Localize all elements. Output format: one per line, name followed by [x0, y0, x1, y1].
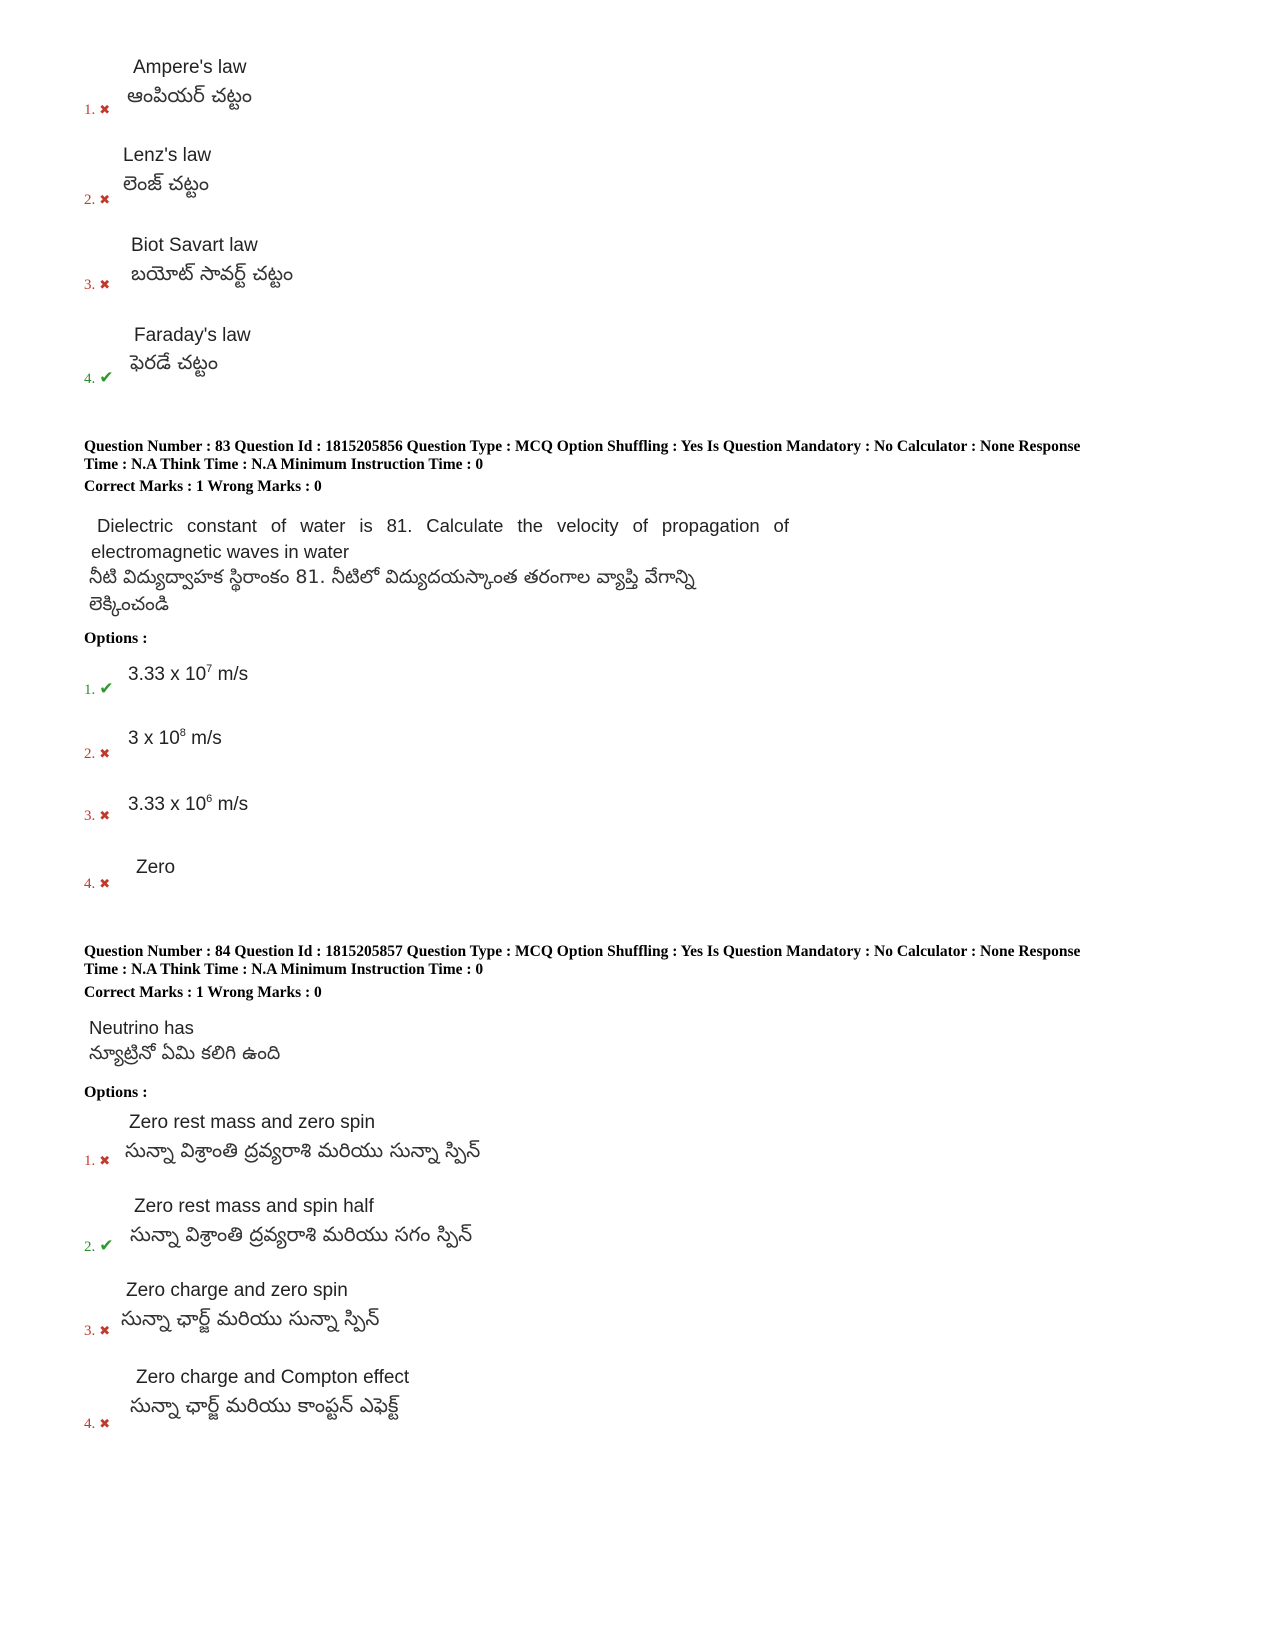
option-number: 1. ✖ — [84, 102, 111, 118]
question-meta — [84, 943, 1194, 979]
option-text-en: Lenz's law — [123, 145, 212, 166]
options-label: Options : — [84, 1084, 148, 1101]
question-text-te-line1: నీటి విద్యుద్వాహక స్థిరాంకం 81. నీటిలో విద్యుదయస్కాంత తరంగాల వ్యాప్తి వేగాన్ని — [89, 566, 695, 588]
option-text: 3 x $10^8$ m/s — [128, 727, 222, 749]
option-text: Zero — [136, 857, 176, 878]
option-text-en: Zero rest mass and spin half — [134, 1196, 374, 1217]
option-text-en: Biot Savart law — [131, 235, 258, 256]
wrong-mark-icon: ✖ — [99, 1153, 111, 1168]
option-number: 4. ✔ — [84, 368, 114, 387]
question-text-en-line2: electromagnetic waves in water — [91, 541, 350, 562]
question-text-te: న్యూట్రినో ఏమి కలిగి ఉంది — [89, 1042, 281, 1064]
option-text-en: Faraday's law — [134, 325, 251, 346]
option-text-te: ఆంపియర్ చట్టం — [127, 83, 253, 107]
check-mark-icon: ✔ — [99, 679, 114, 698]
wrong-mark-icon: ✖ — [99, 192, 111, 207]
wrong-mark-icon: ✖ — [99, 746, 111, 761]
option-number: 2. ✖ — [84, 746, 111, 762]
question-text-en: Neutrino has — [89, 1017, 194, 1038]
option-text-te: బయోట్ సావర్ట్ చట్టం — [131, 261, 294, 285]
question-meta — [84, 438, 1194, 474]
option-number: 4. ✖ — [84, 876, 111, 892]
option-text-te: ఫెరడే చట్టం — [130, 350, 219, 374]
option-text-te: సున్నా విశ్రాంతి ద్రవ్యరాశి మరియు సున్నా స్పిన్ — [125, 1138, 481, 1162]
check-mark-icon: ✔ — [99, 368, 114, 387]
option-text-te: లెంజ్ చట్టం — [123, 171, 210, 195]
question-text-en-line1: Dielectric constant of water is 81. Calculate the velocity of propagation of — [97, 515, 789, 536]
option-number: 2. ✔ — [84, 1236, 114, 1255]
option-text: 3.33 x $10^7$ m/s — [128, 663, 249, 685]
wrong-mark-icon: ✖ — [99, 876, 111, 891]
wrong-mark-icon: ✖ — [99, 102, 111, 117]
question-marks: Correct Marks : 1 Wrong Marks : 0 — [84, 984, 322, 1001]
meta-line-2: Time : N.A Think Time : N.A Minimum Instruction Time : 0 — [84, 961, 484, 978]
meta-line-1: Question Number : 83 Question Id : 1815205856 Question Type : MCQ Option Shuffling : Yes Is Question Mandatory : No Calculator : None Response — [84, 438, 1081, 455]
option-number: 1. ✔ — [84, 679, 114, 698]
option-number: 1. ✖ — [84, 1153, 111, 1169]
wrong-mark-icon: ✖ — [99, 1323, 111, 1338]
option-number: 3. ✖ — [84, 277, 111, 293]
meta-line-1: Question Number : 84 Question Id : 1815205857 Question Type : MCQ Option Shuffling : Yes Is Question Mandatory : No Calculator : None Response — [84, 943, 1081, 960]
question-marks: Correct Marks : 1 Wrong Marks : 0 — [84, 478, 322, 495]
option-text-te: సున్నా ఛార్జ్ మరియు సున్నా స్పిన్ — [121, 1306, 380, 1330]
option-text-en: Zero charge and zero spin — [126, 1280, 348, 1301]
wrong-mark-icon: ✖ — [99, 1416, 111, 1431]
wrong-mark-icon: ✖ — [99, 808, 111, 823]
option-number: 3. ✖ — [84, 1323, 111, 1339]
option-text-en: Ampere's law — [133, 57, 247, 78]
option-number: 3. ✖ — [84, 808, 111, 824]
option-number: 2. ✖ — [84, 192, 111, 208]
question-text-te-line2: లెక్కించండి — [89, 593, 169, 615]
option-text-te: సున్నా విశ్రాంతి ద్రవ్యరాశి మరియు సగం స్పిన్ — [130, 1222, 473, 1246]
option-number: 4. ✖ — [84, 1416, 111, 1432]
option-text-en: Zero charge and Compton effect — [136, 1367, 410, 1388]
wrong-mark-icon: ✖ — [99, 277, 111, 292]
option-text-en: Zero rest mass and zero spin — [129, 1112, 376, 1133]
option-text: 3.33 x $10^6$ m/s — [128, 793, 249, 815]
check-mark-icon: ✔ — [99, 1236, 114, 1255]
option-text-te: సున్నా ఛార్జ్ మరియు కాంప్టన్ ఎఫెక్ట్ — [130, 1393, 399, 1417]
options-label: Options : — [84, 630, 148, 647]
meta-line-2: Time : N.A Think Time : N.A Minimum Instruction Time : 0 — [84, 456, 484, 473]
